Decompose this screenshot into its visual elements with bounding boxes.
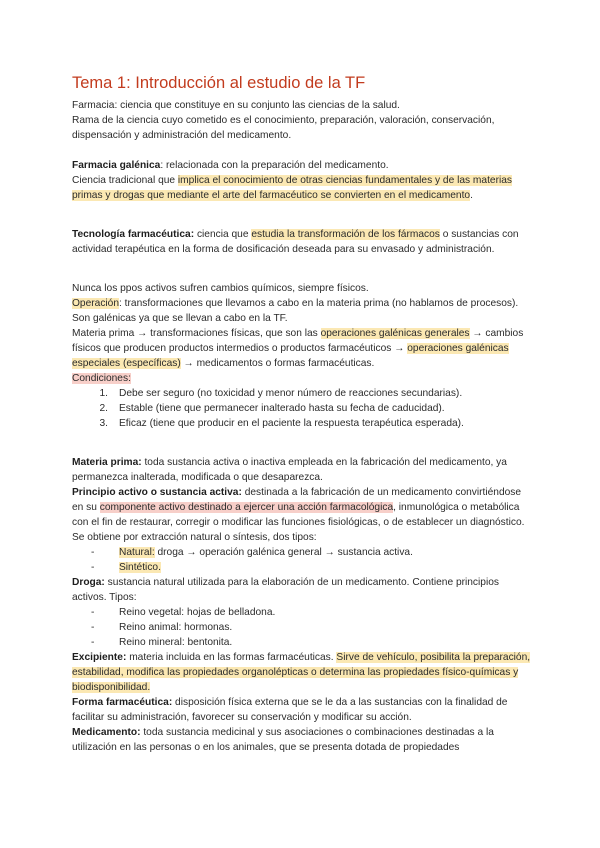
intro-farmacia: Farmacia: ciencia que constituye en su conjunto las ciencias de la salud. [72,100,400,111]
list-item: 1. Debe ser seguro (no toxicidad y menor número de reacciones secundarias). [99,388,463,399]
list-item: 2. Estable (tiene que permanecer inalterado hasta su fecha de caducidad). [99,403,445,414]
galenica-highlight: implica el conocimiento de otras ciencias fundamentales y de las materias primas y drogas que mediante el arte del farmacéutico se convierten en el medicamento [72,175,512,201]
medicamento-definition: Medicamento: toda sustancia medicinal y sus asociaciones o combinaciones destinadas a la utilización en las personas o en los animales, que se presenta dotada de propiedades [72,727,494,753]
list-item: - Natural: droga → operación galénica general → sustancia activa. [91,547,413,558]
operacion-definition: Operación: transformaciones que llevamos a cabo en la materia prima (no hablamos de procesos). Son galénicas ya que se llevan a cabo en la TF. [72,298,519,324]
list-item: - Sintético. [91,562,161,573]
operacion-label: Operación [72,298,120,309]
document-body [72,98,534,755]
tecnologia-definition: Tecnología farmacéutica: ciencia que estudia la transformación de los fármacos o sustancias con actividad terapéutica en la forma de dosificación deseada para su envasado y administración. [72,229,519,255]
list-item: - Reino mineral: bentonita. [91,637,233,648]
list-item: - Reino vegetal: hojas de belladona. [91,607,276,618]
tecnologia-term: Tecnología farmacéutica: [72,229,195,240]
tipos-list [72,545,534,575]
materia-prima-flow: Materia prima → transformaciones físicas, que son las operaciones galénicas generales → cambios físicos que producen productos intermedios o productos farmacéuticos → operaciones galénicas especiales (específicas) → medicamentos o formas farmacéuticas. [72,328,524,369]
page-title: Tema 1: Introducción al estudio de la TF [72,74,366,92]
list-item: 3. Eficaz (tiene que producir en el paciente la respuesta terapéutica esperada). [99,418,464,429]
forma-definition: Forma farmacéutica: disposición física externa que se le da a las sustancias con la finalidad de facilitar su administración, favorecer su conservación y modificar su acción. [72,697,508,723]
principio-activo-definition: Principio activo o sustancia activa: destinada a la fabricación de un medicamento convirtiéndose en su componente activo destinado a ejercer una acción farmacológica, inmunológica o metabólica con el fin de restaurar, corregir o modificar las funciones fisiológicas, o de establecer un diagnóstico. Se obtiene por extracción natural o síntesis, dos tipos: [72,487,525,543]
op-especiales-highlight: operaciones galénicas especiales (específicas) [72,343,509,369]
list-item: - Reino animal: hormonas. [91,622,233,633]
excipiente-highlight: Sirve de vehículo, posibilita la preparación, estabilidad, modifica las propiedades organolépticas o determina las propiedades físico-químicas y biodisponibilidad. [72,652,531,693]
galenica-definition: Farmacia galénica: relacionada con la preparación del medicamento. [72,160,389,171]
galenica-term: Farmacia galénica [72,160,161,171]
droga-definition: Droga: sustancia natural utilizada para la elaboración de un medicamento. Contiene principios activos. Tipos: [72,577,499,603]
condiciones-list [72,386,534,431]
principio-highlight: componente activo destinado a ejercer una acción farmacológica [99,502,394,513]
galenica-text: Ciencia tradicional que implica el conocimiento de otras ciencias fundamentales y de las materias primas y drogas que mediante el arte del farmacéutico se convierten en el medicamento. [72,175,512,201]
op-generales-highlight: operaciones galénicas generales [320,328,470,339]
condiciones-heading: Condiciones: [72,373,131,384]
tecnologia-highlight: estudia la transformación de los fármacos [251,229,440,240]
ppos-line: Nunca los ppos activos sufren cambios químicos, siempre físicos. [72,283,369,294]
intro-rama: Rama de la ciencia cuyo cometido es el conocimiento, preparación, valoración, conservación, dispensación y administración del medicamento. [72,115,495,141]
reinos-list [72,605,534,650]
excipiente-definition: Excipiente: materia incluida en las formas farmacéuticas. Sirve de vehículo, posibilita la preparación, estabilidad, modifica las propiedades organolépticas o determina las propiedades físico-químicas y biodisponibilidad. [72,652,531,693]
materia-prima-definition: Materia prima: toda sustancia activa o inactiva empleada en la fabricación del medicamento, ya permanezca inalterada, modificada o que desaparezca. [72,457,507,483]
